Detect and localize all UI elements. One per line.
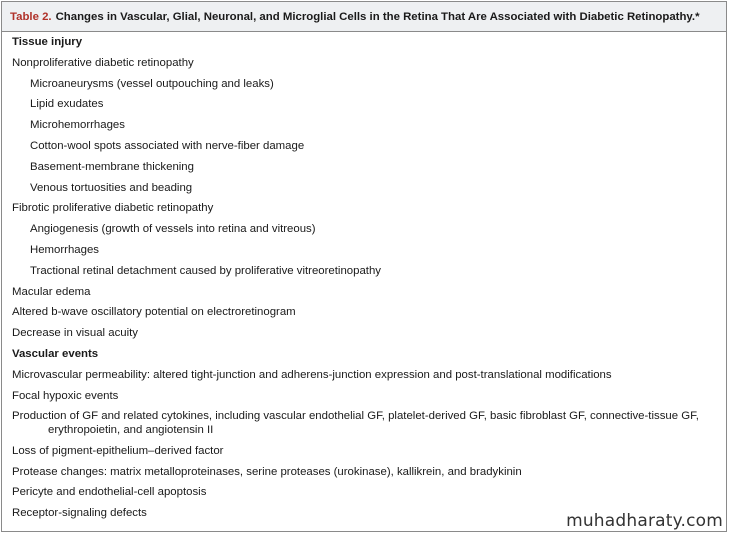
list-item: Macular edema — [12, 285, 91, 298]
sub-item: Microaneurysms (vessel outpouching and leaks) — [30, 77, 274, 90]
list-item: Focal hypoxic events — [12, 389, 119, 402]
sub-item: Tractional retinal detachment caused by proliferative vitreoretinopathy — [30, 264, 381, 277]
list-item: Fibrotic proliferative diabetic retinopathy — [12, 202, 214, 215]
list-item: Pericyte and endothelial-cell apoptosis — [12, 486, 207, 499]
section-heading: Vascular events — [12, 347, 99, 360]
section-heading: Tissue injury — [12, 36, 83, 48]
table-body — [2, 32, 726, 520]
list-item: Production of GF and related cytokines, including vascular endothelial GF, platelet-derived GF, basic fibroblast GF, connective-tissue GF, erythropoietin, and angiotensin II — [12, 410, 699, 437]
sub-item: Angiogenesis (growth of vessels into retina and vitreous) — [30, 223, 316, 236]
table-title: Changes in Vascular, Glial, Neuronal, and Microglial Cells in the Retina That Are Associated with Diabetic Retinopathy.* — [55, 10, 700, 23]
table-caption — [2, 2, 726, 32]
sub-item: Cotton-wool spots associated with nerve-fiber damage — [30, 139, 305, 152]
list-item: Nonproliferative diabetic retinopathy — [12, 56, 194, 69]
sub-item: Microhemorrhages — [30, 119, 125, 132]
sub-item: Basement-membrane thickening — [30, 160, 194, 173]
list-item: Receptor-signaling defects — [12, 507, 147, 520]
sub-item: Venous tortuosities and beading — [30, 181, 193, 194]
list-item: Altered b-wave oscillatory potential on electroretinogram — [12, 306, 296, 319]
table-number: Table 2. — [10, 10, 52, 23]
list-item: Decrease in visual acuity — [12, 327, 138, 340]
sub-item: Lipid exudates — [30, 98, 104, 111]
list-item: Protease changes: matrix metalloproteinases, serine proteases (urokinase), kallikrein, and bradykinin — [12, 465, 522, 478]
watermark: muhadharaty.com — [566, 511, 723, 531]
table — [1, 1, 727, 532]
sub-item: Hemorrhages — [30, 243, 100, 256]
list-item: Loss of pigment-epithelium–derived factor — [12, 444, 224, 457]
list-item: Microvascular permeability: altered tight-junction and adherens-junction expression and post-translational modifications — [12, 368, 612, 381]
